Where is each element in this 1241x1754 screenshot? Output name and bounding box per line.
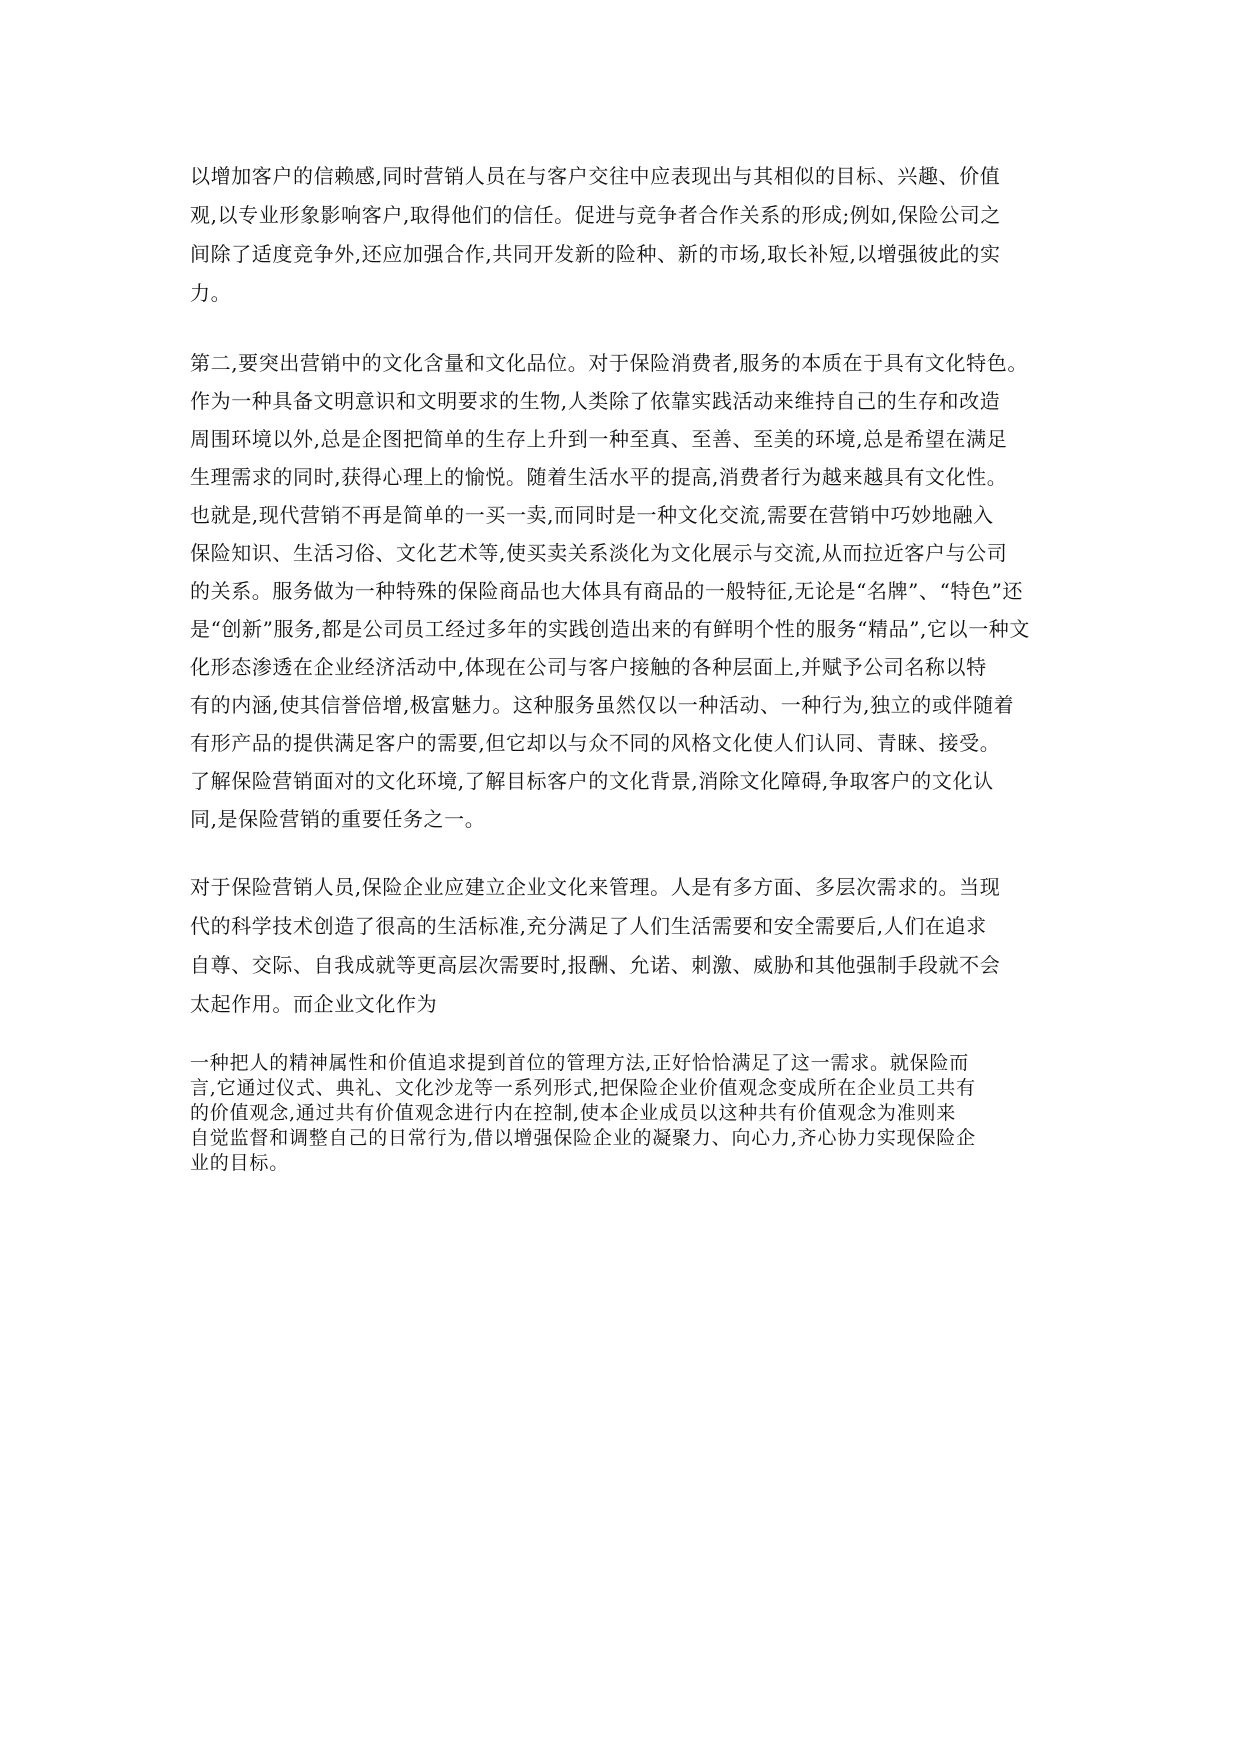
paragraph-1-line: 观,以专业形象影响客户,取得他们的信任。促进与竞争者合作关系的形成;例如,保险公司之 — [190, 203, 1002, 227]
paragraph-1-line: 以增加客户的信赖感,同时营销人员在与客户交往中应表现出与其相似的目标、兴趣、价值 — [190, 164, 1001, 188]
paragraph-2-line: 周围环境以外,总是企图把简单的生存上升到一种至真、至善、至美的环境,总是希望在满足 — [190, 427, 1008, 451]
paragraph-4-line: 的价值观念,通过共有价值观念进行内在控制,使本企业成员以这种共有价值观念为准则来 — [190, 1102, 957, 1124]
paragraph-2-line: 生理需求的同时,获得心理上的愉悦。随着生活水平的提高,消费者行为越来越具有文化性。 — [190, 465, 1008, 489]
paragraph-2-line: 有的内涵,使其信誉倍增,极富魅力。这种服务虽然仅以一种活动、一种行为,独立的或伴随着 — [190, 693, 1015, 717]
paragraph-1-line: 间除了适度竞争外,还应加强合作,共同开发新的险种、新的市场,取长补短,以增强彼此的实 — [190, 242, 1001, 266]
paragraph-3-line: 代的科学技术创造了很高的生活标准,充分满足了人们生活需要和安全需要后,人们在追求 — [190, 914, 987, 938]
paragraph-2-line: 作为一种具备文明意识和文明要求的生物,人类除了依靠实践活动来维持自己的生存和改造 — [190, 389, 1001, 413]
paragraph-3-line: 自尊、交际、自我成就等更高层次需要时,报酬、允诺、刺激、威胁和其他强制手段就不会 — [190, 953, 1001, 977]
paragraph-2-line: 第二,要突出营销中的文化含量和文化品位。对于保险消费者,服务的本质在于具有文化特色。 — [190, 351, 1028, 375]
paragraph-2-line: 了解保险营销面对的文化环境,了解目标客户的文化背景,消除文化障碍,争取客户的文化认 — [190, 769, 994, 793]
paragraph-2-line: 保险知识、生活习俗、文化艺术等,使买卖关系淡化为文化展示与交流,从而拉近客户与公司 — [190, 541, 1008, 565]
paragraph-2-line: 是“创新”服务,都是公司员工经过多年的实践创造出来的有鲜明个性的服务“精品”,它以一种文 — [190, 617, 1031, 641]
paragraph-4-line: 自觉监督和调整自己的日常行为,借以增强保险企业的凝聚力、向心力,齐心协力实现保险企 — [190, 1127, 976, 1149]
paragraph-2-line: 的关系。服务做为一种特殊的保险商品也大体具有商品的一般特征,无论是“名牌”、“特色”还 — [190, 579, 1024, 603]
paragraph-3-line: 对于保险营销人员,保险企业应建立企业文化来管理。人是有多方面、多层次需求的。当现 — [190, 875, 1001, 899]
paragraph-3-line: 太起作用。而企业文化作为 — [190, 992, 438, 1016]
paragraph-4-line: 言,它通过仪式、典礼、文化沙龙等一系列形式,把保险企业价值观念变成所在企业员工共有 — [190, 1077, 976, 1099]
paragraph-2-line: 有形产品的提供满足客户的需要,但它却以与众不同的风格文化使人们认同、青睐、接受。 — [190, 731, 1001, 755]
paragraph-2-line: 化形态渗透在企业经济活动中,体现在公司与客户接触的各种层面上,并赋予公司名称以特 — [190, 655, 987, 679]
paragraph-4-line: 一种把人的精神属性和价值追求提到首位的管理方法,正好恰恰满足了这一需求。就保险而 — [190, 1052, 970, 1074]
paragraph-1-line: 力。 — [190, 281, 232, 305]
paragraph-2-line: 同,是保险营销的重要任务之一。 — [190, 807, 486, 831]
paragraph-4-line: 业的目标。 — [190, 1152, 290, 1174]
paragraph-2-line: 也就是,现代营销不再是简单的一买一卖,而同时是一种文化交流,需要在营销中巧妙地融入 — [190, 503, 994, 527]
